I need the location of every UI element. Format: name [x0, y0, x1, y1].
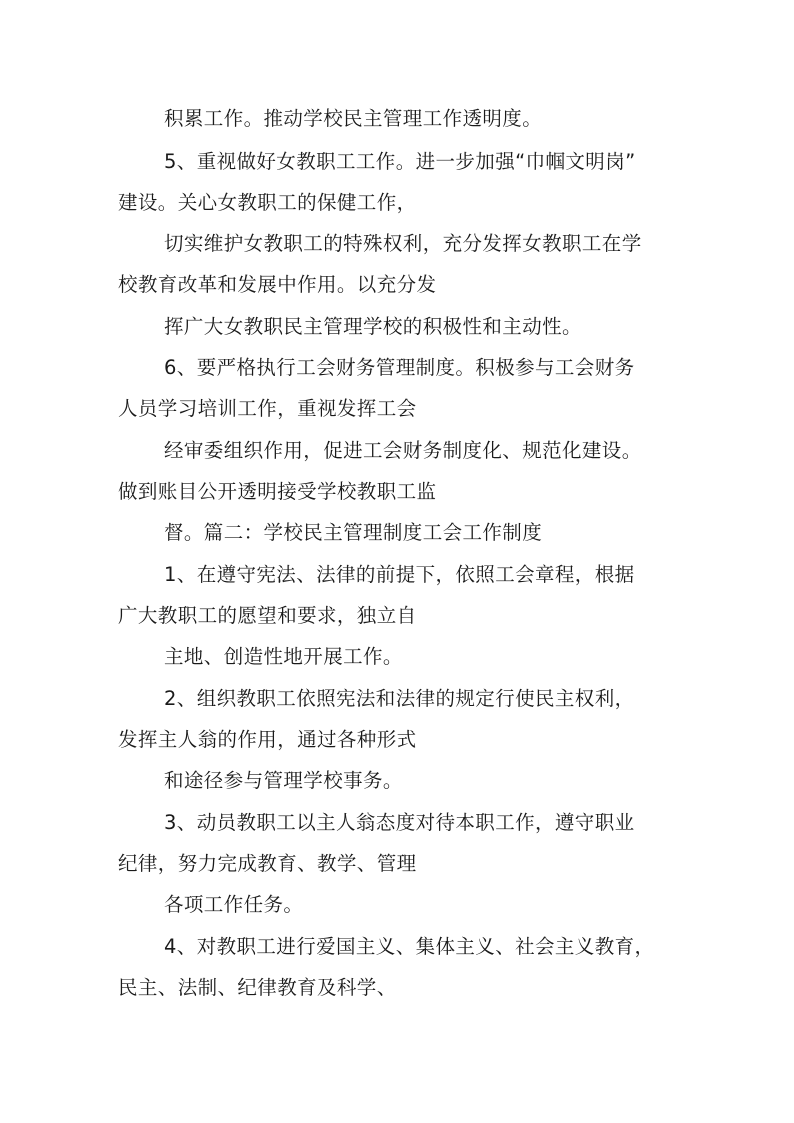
text-line: 切实维护女教职工的特殊权利，充分发挥女教职工在学: [164, 232, 642, 255]
text-line: 各项工作任务。: [164, 893, 304, 916]
text-line: 广大教职工的愿望和要求，独立自: [118, 604, 417, 627]
text-line: 1、在遵守宪法、法律的前提下，依照工会章程，根据: [164, 563, 635, 586]
text-line: 校教育改革和发展中作用。以充分发: [118, 273, 437, 296]
text-line: 建设。关心女教职工的保健工作，: [118, 191, 417, 214]
text-line: 挥广大女教职民主管理学校的积极性和主动性。: [164, 315, 582, 338]
text-line: 6、要严格执行工会财务管理制度。积极参与工会财务: [164, 356, 635, 379]
text-line: 发挥主人翁的作用，通过各种形式: [118, 728, 417, 751]
text-line: 3、动员教职工以主人翁态度对待本职工作，遵守职业: [164, 811, 635, 834]
text-line: 主地、创造性地开展工作。: [164, 645, 403, 668]
text-line: 民主、法制、纪律教育及科学、: [118, 976, 397, 999]
text-line: 5、重视做好女教职工工作。进一步加强“巾帼文明岗”: [164, 150, 636, 173]
text-line: 和途径参与管理学校事务。: [164, 769, 403, 792]
text-line: 纪律，努力完成教育、教学、管理: [118, 852, 417, 875]
text-line: 经审委组织作用，促进工会财务制度化、规范化建设。: [164, 439, 642, 462]
text-line: 督。篇二：学校民主管理制度工会工作制度: [164, 521, 543, 544]
text-line: 积累工作。推动学校民主管理工作透明度。: [164, 107, 543, 130]
text-line: 人员学习培训工作，重视发挥工会: [118, 397, 417, 420]
text-line: 4、对教职工进行爱国主义、集体主义、社会主义教育，: [164, 935, 655, 958]
text-line: 2、组织教职工依照宪法和法律的规定行使民主权利，: [164, 687, 635, 710]
text-line: 做到账目公开透明接受学校教职工监: [118, 480, 437, 503]
